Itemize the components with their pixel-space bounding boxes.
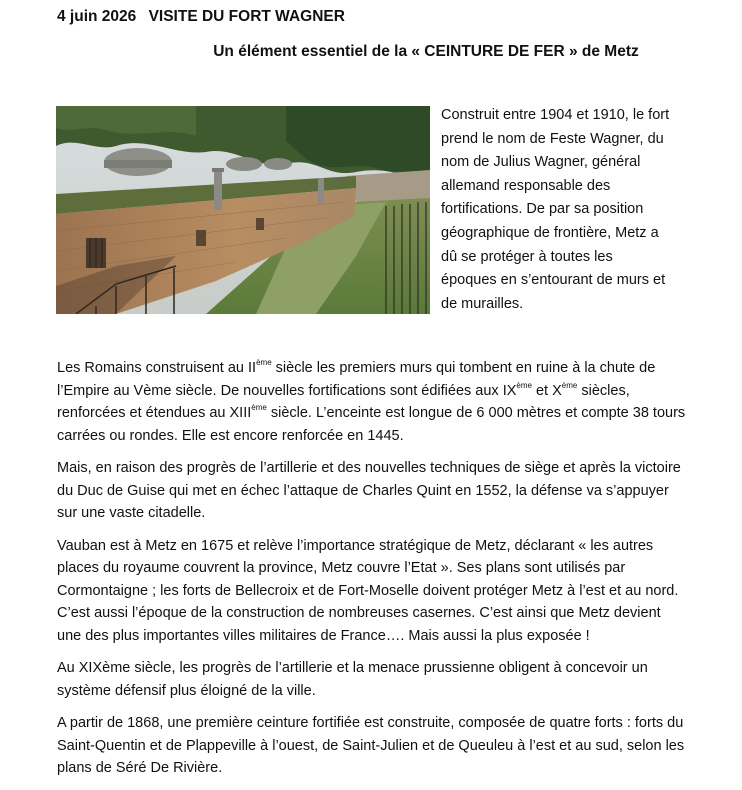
p1-text-d: siècles, renforcées et étendues au XIII: [57, 382, 630, 421]
fort-photo: [56, 106, 430, 314]
paragraph-romans: [57, 357, 687, 447]
paragraph-xixe: Au XIXème siècle, les progrès de l’artillerie et la menace prussienne obligent à concevoir un système défensif plus éloigné de la ville.: [57, 660, 648, 699]
subtitle: Un élément essentiel de la « CEINTURE DE FER » de Metz: [213, 43, 639, 60]
p1-sup-3: ème: [561, 380, 578, 390]
p1-text-c: et X: [531, 382, 562, 399]
header-date: 4 juin 2026: [57, 8, 137, 25]
subtitle-row: [0, 41, 742, 63]
paragraph-citadelle: Mais, en raison des progrès de l’artillerie et des nouvelles techniques de siège et après la victoire du Duc de Guise qui met en échec l’attaque de Charles Quint en 1552, la défense va s’appuyer sur une vaste citadelle.: [57, 460, 681, 521]
p1-sup-1: ème: [256, 358, 272, 367]
p1-text-a: Les Romains construisent au II: [57, 360, 257, 376]
paragraph-1868: A partir de 1868, une première ceinture fortifiée est construite, composée de quatre forts : forts du Saint-Quentin et de Plappeville à l’ouest, de Saint-Julien et de Queuleu à l’est et au sud, selon les plans de Séré De Rivière.: [57, 715, 685, 776]
p1-sup-4: ème: [251, 403, 267, 412]
intro-text: [441, 104, 671, 316]
p1-sup-2: ème: [516, 380, 532, 390]
intro-paragraph: Construit entre 1904 et 1910, le fort prend le nom de Feste Wagner, du nom de Julius Wagner, général allemand responsable des fortifications. De par sa position géographique de frontière, Metz a dû se protéger à toutes les époques en s’entourant de murs et de murailles.: [441, 107, 670, 312]
p1-text-b: siècle les premiers murs qui tombent en ruine à la chute de l’Empire au Vème siècle. De nouvelles fortifications sont édifiées aux IX: [57, 360, 656, 399]
p1-text-e: siècle. L’enceinte est longue de 6 000 mètres et compte 38 tours carrées ou rondes. Elle est encore renforcée en 1445.: [57, 405, 686, 444]
header-title: VISITE DU FORT WAGNER: [148, 8, 345, 25]
paragraph-vauban: Vauban est à Metz en 1675 et relève l’importance stratégique de Metz, déclarant « les autres places du royaume couvrent la province, Metz couvre l’Etat ». Ses plans sont utilisés par Cormontaigne ; les forts de Bellecroix et de Fort-Moselle doivent protéger Metz à l’est et au nord. C’est aussi l’époque de la construction de nombreuses casernes. C’est ainsi que Metz devient une des plus importantes villes militaires de France…. Mais aussi la plus exposée !: [57, 537, 679, 644]
page-header: [57, 6, 345, 28]
article-body: [57, 357, 687, 790]
